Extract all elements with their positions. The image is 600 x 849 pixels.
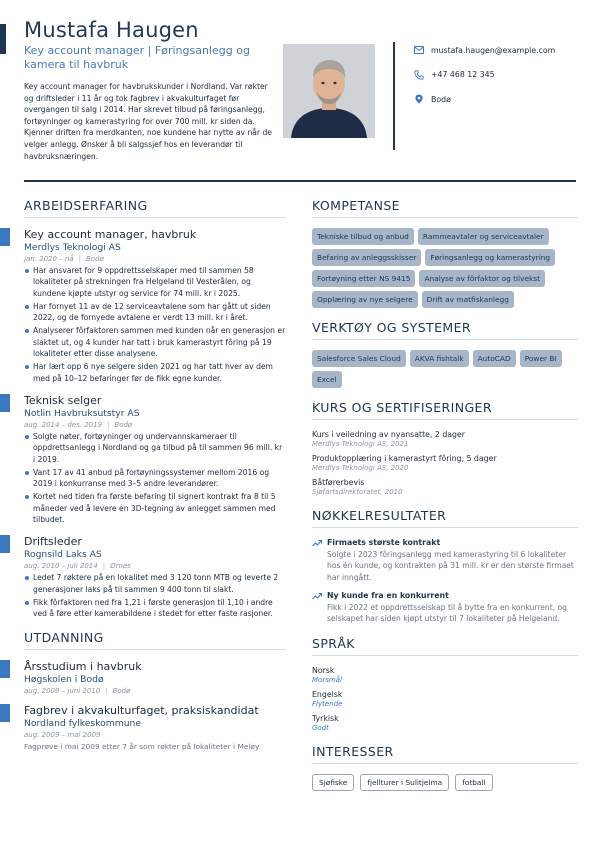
education-title: Fagbrev i akvakulturfaget, praksiskandidat — [24, 703, 259, 717]
section-title-certs: KURS OG SERTIFISERINGER — [312, 400, 578, 420]
job-entry — [24, 535, 286, 619]
interest-tag: fjellturer i Sulitjelma — [360, 774, 449, 791]
education-title: Årsstudium i havbruk — [24, 659, 142, 673]
job-bullets — [24, 265, 286, 384]
tool-tag: AKVA fishtalk — [410, 350, 469, 367]
job-marker — [0, 535, 10, 553]
skill-tag: Befaring av anleggsskisser — [312, 249, 421, 266]
job-meta: aug. 2010 – juli 2014 | Ørnes — [24, 562, 131, 571]
trend-up-icon — [312, 592, 322, 600]
tool-tag: Power BI — [520, 350, 562, 367]
language-item — [312, 690, 578, 708]
cert-item — [312, 478, 578, 496]
skill-tag: Opplæring av nye selgere — [312, 291, 418, 308]
skill-tag: Fortøyning etter NS 9415 — [312, 270, 415, 287]
profile-summary: Key account manager for havbrukskunder i Nordland. Var røkter og driftsleder i 11 år og tok fagbrev i akvakulturfaget før overgangen til salg i 2014. Har skrevet tilbud på føringsanlegg, fortøyninger og kamerastyring for over 700 mill. kr siden da. Kjenner driften fra merdkanten, noe kundene har nytte av når de velger anlegg. Ønsker å bli salgssjef hos en leverandør til havbruksnæringen. — [24, 82, 272, 161]
education-dates: aug. 2009 – juni 2010 — [24, 686, 101, 695]
education-marker — [0, 704, 10, 722]
job-bullets — [24, 431, 286, 525]
cert-name: Kurs i veiledning av nyansatte, 2 dager — [312, 430, 465, 439]
trend-up-icon — [312, 539, 322, 547]
candidate-name: Mustafa Haugen — [24, 18, 199, 42]
section-title-interests: INTERESSER — [312, 744, 578, 764]
job-bullet: Har fornyet 11 av de 12 serviceavtalene som har gått ut siden 2022, og de fornyede avtalene er verdt 13 mill. kr i året. — [24, 301, 286, 324]
cert-item — [312, 430, 578, 448]
achievement-description: Fikk i 2022 et oppdrettsselskap til å bytte fra en konkurrent, og selskapet har siden kjøpt utstyr til 7 lokaliteter på Helgeland. — [327, 602, 568, 624]
job-bullet: Solgte nøter, fortøyninger og undervannskameraer til oppdrettsanlegg i Nordland og ga tilbud på til sammen 96 mill. kr i 2019. — [24, 431, 286, 465]
section-title-achievements: NØKKELRESULTATER — [312, 508, 578, 528]
language-name: Engelsk — [312, 690, 343, 700]
language-level: Godt — [312, 724, 329, 733]
job-meta: aug. 2014 – des. 2019 | Bodø — [24, 420, 133, 429]
education-meta: aug. 2009 – juni 2010 | Bodø — [24, 686, 131, 695]
achievement-item — [312, 591, 578, 625]
location-pin-icon — [414, 94, 424, 104]
job-meta: jan. 2020 – nå | Bodø — [24, 255, 104, 263]
cert-issuer: Merdlys Teknologi AS, 2021 — [312, 440, 409, 448]
job-location: Bodø — [114, 420, 133, 429]
tool-tag: AutoCAD — [473, 350, 516, 367]
job-title: Key account manager, havbruk — [24, 228, 197, 241]
contact-location — [414, 93, 555, 105]
cert-name: Båtførerbevis — [312, 478, 365, 487]
job-bullet: Har ansvaret for 9 oppdrettsselskaper med til sammen 58 lokaliteter på strekningen fra Helgeland til Vesterålen, og kundene kjøpte utstyr og service for 74 mill. kr i 2025. — [24, 265, 286, 299]
education-dates: aug. 2009 – mai 2009 — [24, 730, 101, 739]
job-dates: aug. 2014 – des. 2019 — [24, 420, 103, 429]
job-company: Notlin Havbruksutstyr AS — [24, 407, 140, 419]
mail-icon — [414, 45, 424, 55]
skills-list — [312, 228, 578, 308]
phone-icon — [414, 70, 424, 80]
education-location: Bodø — [112, 686, 131, 695]
job-bullets — [24, 572, 286, 619]
job-bullet: Har lært opp 6 nye selgere siden 2021 og har tatt hver av dem med på 10–12 befaringer før de fikk egne kunder. — [24, 361, 286, 384]
interests-list — [312, 774, 578, 791]
job-bullet: Ledet 7 røktere på en lokalitet med 3 120 tonn MTB og leverte 2 generasjoner laks på til sammen 9 400 tonn til slakt. — [24, 572, 286, 595]
job-title: Driftsleder — [24, 535, 82, 549]
job-title: Teknisk selger — [24, 393, 102, 407]
left-column — [24, 198, 286, 761]
email-text: mustafa.haugen@example.com — [431, 45, 556, 55]
skill-tag: Føringsanlegg og kamerastyring — [425, 249, 555, 266]
education-marker — [0, 660, 10, 678]
job-bullet: Kortet ned tiden fra første befaring til signert kontrakt fra 8 til 5 måneder ved å levere en 3D-tegning av anlegget sammen med tilbudet. — [24, 491, 286, 525]
job-marker — [0, 228, 10, 246]
section-title-tools: VERKTØY OG SYSTEMER — [312, 320, 578, 340]
section-title-languages: SPRÅK — [312, 636, 578, 656]
skill-tag: Analyse av fôrfaktor og tilvekst — [419, 270, 545, 287]
cert-item — [312, 454, 578, 472]
job-dates: jan. 2020 – nå — [24, 255, 74, 263]
job-dates: aug. 2010 – juli 2014 — [24, 562, 98, 571]
language-level: Flytende — [312, 700, 343, 709]
right-column — [312, 198, 578, 791]
location-text: Bodø — [431, 94, 451, 104]
header — [24, 18, 274, 162]
section-title-education: UTDANNING — [24, 630, 286, 650]
portrait-illustration — [283, 44, 375, 138]
language-name: Norsk — [312, 666, 335, 676]
achievement-title: Firmaets største kontrakt — [327, 538, 441, 547]
cert-issuer: Merdlys Teknologi AS, 2020 — [312, 464, 409, 472]
job-bullet: Vant 17 av 41 anbud på fortøyningssystemer mellom 2016 og 2019 i konkurranse med 3–5 andre leverandører. — [24, 467, 286, 490]
achievement-item — [312, 538, 578, 583]
candidate-title: Key account manager | Føringsanlegg og kamera til havbruk — [24, 44, 250, 71]
profile-photo — [283, 44, 375, 138]
job-entry — [24, 394, 286, 525]
skill-tag: Tekniske tilbud og anbud — [312, 228, 414, 245]
language-name: Tyrkisk — [312, 714, 339, 724]
achievement-title: Ny kunde fra en konkurrent — [327, 590, 449, 600]
contact-email[interactable] — [414, 44, 555, 56]
section-title-experience: ARBEIDSERFARING — [24, 198, 286, 218]
tool-tag: Excel — [312, 371, 342, 388]
job-bullet: Fikk fôrfaktoren ned fra 1,21 i første generasjon til 1,10 i andre ved å føre etter kamerabildene i stedet for etter faste rasjoner. — [24, 597, 286, 620]
cert-name: Produktopplæring i kamerastyrt fôring, 5 dager — [312, 454, 497, 463]
tool-tag: Salesforce Sales Cloud — [312, 350, 406, 367]
job-location: Bodø — [85, 255, 104, 263]
interest-tag: fotball — [455, 774, 492, 791]
achievement-description: Solgte i 2023 fôringsanlegg med kamerastyring til 6 lokaliteter hos én kunde, og kontrakten på 31 mill. kr er den største firmaet har inngått. — [327, 550, 574, 582]
job-company: Merdlys Teknologi AS — [24, 242, 121, 253]
job-marker — [0, 394, 10, 412]
skill-tag: Rammeavtaler og serviceavtaler — [418, 228, 549, 245]
education-entry — [24, 660, 286, 695]
cert-issuer: Sjøfartsdirektoratet, 2010 — [312, 488, 403, 496]
contact-block — [414, 44, 555, 118]
phone-text: +47 468 12 345 — [431, 70, 495, 79]
skill-tag: Drift av matfiskanlegg — [422, 291, 514, 308]
education-entry — [24, 704, 286, 752]
language-level: Morsmål — [312, 676, 342, 685]
section-title-skills: KOMPETANSE — [312, 198, 578, 218]
job-location: Ørnes — [110, 562, 131, 571]
job-bullet: Analyserer fôrfaktoren sammen med kunden når en generasjon er slaktet ut, og 4 kunder har tatt i bruk kamerastyrt fôring på 19 lokaliteter etter disse analysene. — [24, 325, 286, 359]
contact-phone[interactable] — [414, 69, 555, 81]
header-accent-bar — [0, 24, 6, 54]
language-item — [312, 714, 578, 732]
education-school: Nordland fylkeskommune — [24, 717, 142, 729]
language-item — [312, 666, 578, 684]
job-company: Rognsild Laks AS — [24, 549, 102, 561]
interest-tag: Sjøfiske — [312, 774, 354, 791]
header-rule — [24, 180, 576, 182]
education-school: Høgskolen i Bodø — [24, 673, 104, 685]
tools-list — [312, 350, 578, 388]
header-divider — [393, 42, 395, 150]
job-entry — [24, 228, 286, 384]
education-description: Fagprøve i mai 2009 etter 7 år som røkter på lokaliteter i Meløy — [24, 741, 260, 751]
